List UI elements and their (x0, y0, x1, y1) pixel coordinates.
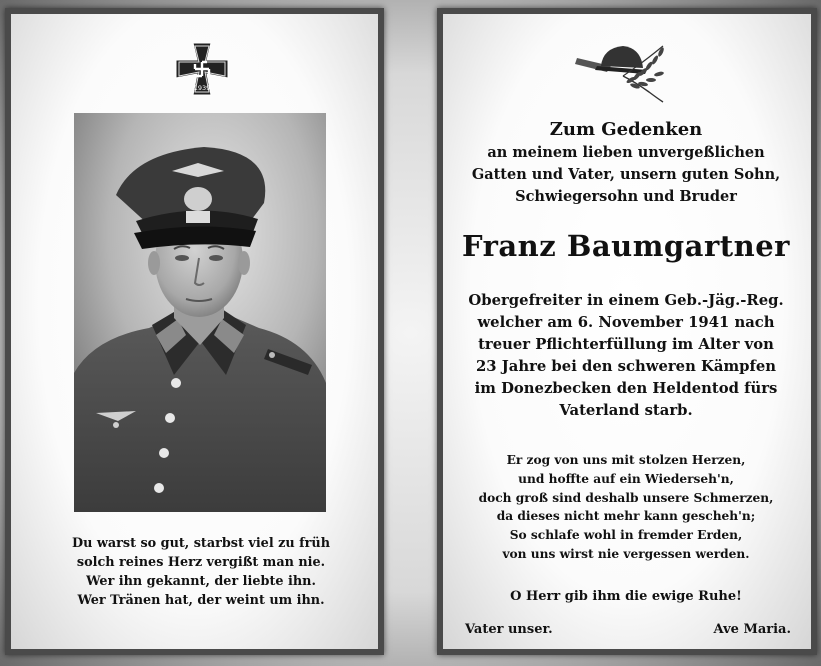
dedication-line: Gatten und Vater, unsern guten Sohn, (471, 166, 781, 183)
iron-cross-icon (173, 40, 231, 98)
deceased-name: Franz Baumgartner (462, 229, 790, 263)
service-line: Obergefreiter in einem Geb.-Jäg.-Reg. (468, 292, 784, 309)
memorial-card-left (5, 8, 384, 655)
memorial-card-right (437, 8, 817, 655)
service-line: 23 Jahre bei den schweren Kämpfen (475, 358, 776, 375)
left-poem (31, 534, 371, 610)
prayer-line: O Herr gib ihm die ewige Ruhe! (510, 589, 742, 604)
left-poem-line: solch reines Herz vergißt man nie. (76, 555, 326, 570)
right-poem-line: doch groß sind deshalb unsere Schmerzen, (478, 490, 774, 505)
footer-vater-unser: Vater unser. (465, 622, 553, 637)
right-poem-line: von uns wirst nie vergessen werden. (502, 546, 750, 561)
page-title: Zum Gedenken (549, 119, 703, 140)
card-right-inner (443, 14, 811, 649)
service-line: welcher am 6. November 1941 nach (477, 314, 775, 331)
service-line: Vaterland starb. (559, 402, 693, 419)
right-poem-line: So schlafe wohl in fremder Erden, (509, 528, 743, 543)
service-line: treuer Pflichterfüllung im Alter von (478, 336, 774, 353)
right-poem-line: und hoffte auf ein Wiederseh'n, (518, 471, 734, 486)
card-left-inner (11, 14, 378, 649)
cross-year: 1939 (193, 84, 211, 92)
dedication-block (453, 118, 799, 208)
footer-ave-maria: Ave Maria. (713, 622, 791, 637)
service-line: im Donezbecken den Heldentod fürs (474, 380, 778, 397)
portrait-photo (74, 113, 326, 512)
left-poem-line: Wer ihn gekannt, der liebte ihn. (86, 574, 316, 589)
right-poem-line: da dieses nicht mehr kann gescheh'n; (496, 509, 756, 524)
left-poem-line: Wer Tränen hat, der weint um ihn. (77, 593, 325, 608)
right-poem-line: Er zog von uns mit stolzen Herzen, (506, 453, 746, 467)
dedication-line: Schwiegersohn und Bruder (515, 188, 737, 205)
service-record (453, 290, 799, 422)
right-poem (453, 451, 799, 564)
left-poem-line: Du warst so gut, starbst viel zu früh (71, 536, 331, 551)
dedication-line: an meinem lieben unvergeßlichen (487, 144, 765, 161)
helmet-and-laurel-icon (571, 36, 677, 106)
